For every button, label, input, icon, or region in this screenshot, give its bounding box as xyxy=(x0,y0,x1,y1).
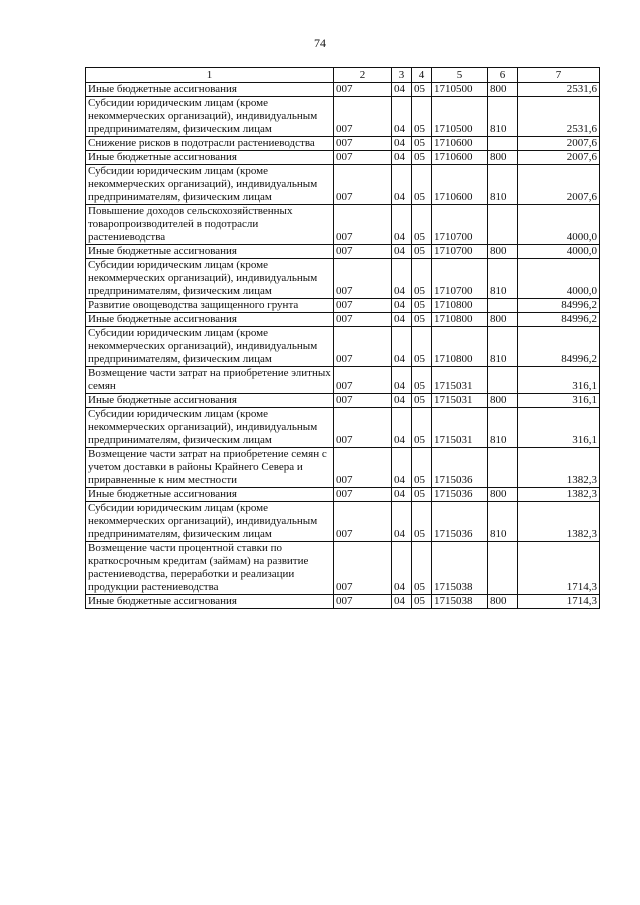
row-target-article: 1715038 xyxy=(432,542,488,595)
row-expense-type: 800 xyxy=(488,313,518,327)
row-description: Возмещение части затрат на приобретение семян с учетом доставки в районы Крайнего Севера и приравненные к ним местности xyxy=(86,448,334,488)
table-row xyxy=(86,151,600,165)
row-code: 007 xyxy=(334,313,392,327)
table-row xyxy=(86,205,600,245)
row-target-article: 1710500 xyxy=(432,83,488,97)
row-description: Иные бюджетные ассигнования xyxy=(86,394,334,408)
row-amount: 1714,3 xyxy=(518,595,600,609)
row-expense-type: 810 xyxy=(488,97,518,137)
row-expense-type xyxy=(488,542,518,595)
row-description: Повышение доходов сельскохозяйственных товаропроизводителей в подотрасли растениеводства xyxy=(86,205,334,245)
row-description: Субсидии юридическим лицам (кроме некоммерческих организаций), индивидуальным предпринимателям, физическим лицам xyxy=(86,502,334,542)
row-code: 007 xyxy=(334,408,392,448)
row-section: 04 xyxy=(392,97,412,137)
table-row xyxy=(86,165,600,205)
row-code: 007 xyxy=(334,165,392,205)
table-row xyxy=(86,97,600,137)
row-expense-type: 800 xyxy=(488,394,518,408)
table-row xyxy=(86,542,600,595)
row-section: 04 xyxy=(392,205,412,245)
column-header: 6 xyxy=(488,68,518,83)
row-expense-type: 810 xyxy=(488,259,518,299)
row-amount: 4000,0 xyxy=(518,245,600,259)
table-row xyxy=(86,488,600,502)
row-subsection: 05 xyxy=(412,205,432,245)
row-description: Иные бюджетные ассигнования xyxy=(86,313,334,327)
row-description: Иные бюджетные ассигнования xyxy=(86,245,334,259)
row-description: Иные бюджетные ассигнования xyxy=(86,83,334,97)
table-row xyxy=(86,448,600,488)
row-subsection: 05 xyxy=(412,367,432,394)
row-target-article: 1715031 xyxy=(432,394,488,408)
row-section: 04 xyxy=(392,542,412,595)
row-expense-type xyxy=(488,448,518,488)
row-amount: 84996,2 xyxy=(518,313,600,327)
column-header: 3 xyxy=(392,68,412,83)
row-amount: 84996,2 xyxy=(518,327,600,367)
row-target-article: 1715036 xyxy=(432,488,488,502)
row-description: Снижение рисков в подотрасли растениеводства xyxy=(86,137,334,151)
row-amount: 1382,3 xyxy=(518,502,600,542)
row-subsection: 05 xyxy=(412,299,432,313)
row-description: Субсидии юридическим лицам (кроме некоммерческих организаций), индивидуальным предпринимателям, физическим лицам xyxy=(86,165,334,205)
row-code: 007 xyxy=(334,205,392,245)
row-expense-type: 800 xyxy=(488,488,518,502)
table-row xyxy=(86,394,600,408)
row-subsection: 05 xyxy=(412,313,432,327)
row-description: Субсидии юридическим лицам (кроме некоммерческих организаций), индивидуальным предпринимателям, физическим лицам xyxy=(86,97,334,137)
row-code: 007 xyxy=(334,83,392,97)
row-section: 04 xyxy=(392,408,412,448)
row-amount: 2531,6 xyxy=(518,83,600,97)
row-code: 007 xyxy=(334,367,392,394)
row-section: 04 xyxy=(392,259,412,299)
row-subsection: 05 xyxy=(412,488,432,502)
row-code: 007 xyxy=(334,151,392,165)
row-expense-type xyxy=(488,137,518,151)
row-description: Субсидии юридическим лицам (кроме некоммерческих организаций), индивидуальным предпринимателям, физическим лицам xyxy=(86,327,334,367)
row-section: 04 xyxy=(392,448,412,488)
row-subsection: 05 xyxy=(412,259,432,299)
row-code: 007 xyxy=(334,595,392,609)
row-code: 007 xyxy=(334,448,392,488)
table-row xyxy=(86,502,600,542)
row-amount: 1714,3 xyxy=(518,542,600,595)
row-amount: 2007,6 xyxy=(518,151,600,165)
row-description: Иные бюджетные ассигнования xyxy=(86,151,334,165)
row-code: 007 xyxy=(334,259,392,299)
row-target-article: 1710600 xyxy=(432,151,488,165)
row-subsection: 05 xyxy=(412,245,432,259)
row-amount: 316,1 xyxy=(518,408,600,448)
row-amount: 84996,2 xyxy=(518,299,600,313)
row-target-article: 1710600 xyxy=(432,137,488,151)
row-amount: 1382,3 xyxy=(518,488,600,502)
row-subsection: 05 xyxy=(412,595,432,609)
row-expense-type: 800 xyxy=(488,245,518,259)
row-expense-type: 800 xyxy=(488,595,518,609)
row-code: 007 xyxy=(334,502,392,542)
row-description: Возмещение части процентной ставки по краткосрочным кредитам (займам) на развитие растениеводства, переработки и реализации продукции растениеводства xyxy=(86,542,334,595)
row-amount: 316,1 xyxy=(518,394,600,408)
row-expense-type: 810 xyxy=(488,408,518,448)
row-code: 007 xyxy=(334,299,392,313)
row-description: Иные бюджетные ассигнования xyxy=(86,488,334,502)
row-subsection: 05 xyxy=(412,542,432,595)
row-subsection: 05 xyxy=(412,502,432,542)
row-amount: 2007,6 xyxy=(518,165,600,205)
row-subsection: 05 xyxy=(412,151,432,165)
column-header: 4 xyxy=(412,68,432,83)
row-section: 04 xyxy=(392,165,412,205)
row-section: 04 xyxy=(392,488,412,502)
row-amount: 2531,6 xyxy=(518,97,600,137)
row-section: 04 xyxy=(392,367,412,394)
table-row xyxy=(86,367,600,394)
column-header: 1 xyxy=(86,68,334,83)
row-expense-type xyxy=(488,205,518,245)
table-row xyxy=(86,137,600,151)
row-expense-type: 800 xyxy=(488,83,518,97)
row-section: 04 xyxy=(392,313,412,327)
row-subsection: 05 xyxy=(412,408,432,448)
row-target-article: 1710800 xyxy=(432,313,488,327)
row-target-article: 1710700 xyxy=(432,205,488,245)
row-section: 04 xyxy=(392,394,412,408)
row-section: 04 xyxy=(392,502,412,542)
row-description: Субсидии юридическим лицам (кроме некоммерческих организаций), индивидуальным предпринимателям, физическим лицам xyxy=(86,408,334,448)
row-target-article: 1710800 xyxy=(432,299,488,313)
row-target-article: 1710700 xyxy=(432,259,488,299)
row-description: Иные бюджетные ассигнования xyxy=(86,595,334,609)
table-row xyxy=(86,299,600,313)
table-row xyxy=(86,245,600,259)
row-expense-type: 800 xyxy=(488,151,518,165)
row-section: 04 xyxy=(392,245,412,259)
column-header: 2 xyxy=(334,68,392,83)
row-amount: 4000,0 xyxy=(518,259,600,299)
row-amount: 1382,3 xyxy=(518,448,600,488)
row-subsection: 05 xyxy=(412,83,432,97)
row-description: Развитие овощеводства защищенного грунта xyxy=(86,299,334,313)
row-subsection: 05 xyxy=(412,97,432,137)
row-subsection: 05 xyxy=(412,394,432,408)
row-target-article: 1715036 xyxy=(432,502,488,542)
page-number: 74 xyxy=(314,36,326,50)
row-target-article: 1710700 xyxy=(432,245,488,259)
table-row xyxy=(86,595,600,609)
row-target-article: 1715036 xyxy=(432,448,488,488)
row-target-article: 1710600 xyxy=(432,165,488,205)
row-code: 007 xyxy=(334,327,392,367)
table-row xyxy=(86,327,600,367)
row-subsection: 05 xyxy=(412,448,432,488)
row-target-article: 1710500 xyxy=(432,97,488,137)
row-section: 04 xyxy=(392,151,412,165)
row-target-article: 1710800 xyxy=(432,327,488,367)
row-code: 007 xyxy=(334,488,392,502)
row-code: 007 xyxy=(334,245,392,259)
row-amount: 4000,0 xyxy=(518,205,600,245)
table-row xyxy=(86,408,600,448)
row-section: 04 xyxy=(392,327,412,367)
row-expense-type: 810 xyxy=(488,502,518,542)
column-header: 7 xyxy=(518,68,600,83)
row-amount: 316,1 xyxy=(518,367,600,394)
row-expense-type xyxy=(488,299,518,313)
row-description: Возмещение части затрат на приобретение элитных семян xyxy=(86,367,334,394)
row-subsection: 05 xyxy=(412,165,432,205)
row-code: 007 xyxy=(334,137,392,151)
table-row xyxy=(86,259,600,299)
row-section: 04 xyxy=(392,299,412,313)
row-section: 04 xyxy=(392,595,412,609)
row-target-article: 1715038 xyxy=(432,595,488,609)
row-expense-type: 810 xyxy=(488,165,518,205)
row-section: 04 xyxy=(392,137,412,151)
row-amount: 2007,6 xyxy=(518,137,600,151)
row-subsection: 05 xyxy=(412,327,432,367)
row-subsection: 05 xyxy=(412,137,432,151)
budget-table xyxy=(85,67,600,609)
table-row xyxy=(86,83,600,97)
row-code: 007 xyxy=(334,394,392,408)
column-header: 5 xyxy=(432,68,488,83)
row-target-article: 1715031 xyxy=(432,367,488,394)
header-row xyxy=(86,68,600,83)
row-code: 007 xyxy=(334,97,392,137)
row-expense-type xyxy=(488,367,518,394)
row-description: Субсидии юридическим лицам (кроме некоммерческих организаций), индивидуальным предпринимателям, физическим лицам xyxy=(86,259,334,299)
row-expense-type: 810 xyxy=(488,327,518,367)
row-target-article: 1715031 xyxy=(432,408,488,448)
row-code: 007 xyxy=(334,542,392,595)
row-section: 04 xyxy=(392,83,412,97)
table-row xyxy=(86,313,600,327)
